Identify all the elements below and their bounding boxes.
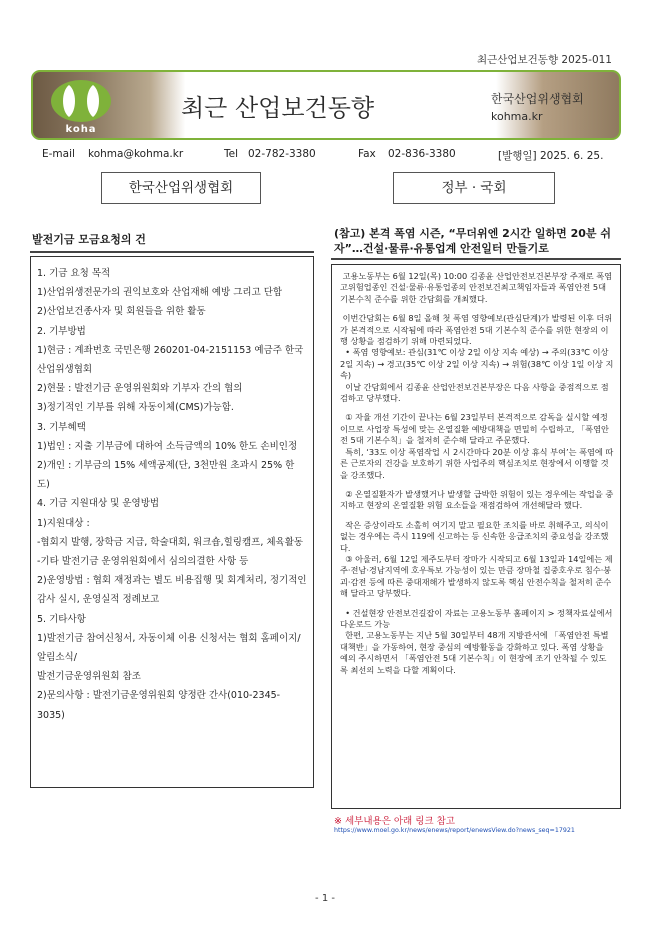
article-paragraph: 작은 증상이라도 소홀히 여기지 말고 필요한 조치를 바로 취해주고, 의식이 없는 경우에는 즉시 119에 신고하는 등 신속한 응급조치의 중요성을 강조했다. ③ 아울러, 6월 12일 제주도부터 장마가 시작되고 6월 13일과 14일에는 제주·전남·경남지역에 호우특보 가능성이 있는 만큼 장마철 집중호우로 침수·붕괴·감전 등에 따른 중대재해가 발생하지 않도록 핵심 안전수칙을 철저히 준수해 달라고 당부했다. xyxy=(340,519,613,599)
reference-link[interactable]: https://www.moel.go.kr/news/enews/report/enewsView.do?news_seq=17921 xyxy=(334,827,575,834)
article-paragraph: ① 자율 개선 기간이 끝나는 6월 23일부터 본격적으로 감독을 실시할 예정이므로 사업장 특성에 맞는 온열질환 예방대책을 면밀히 수립하고, 「폭염안전 5대 기본수칙」을 철저히 준수해 달라고 주문했다. 특히, ‘33도 이상 폭염작업 시 2시간마다 20분 이상 휴식 부여’는 폭염에 따른 근로자의 건강을 보호하기 위한 사업주의 핵심조치로 현장에서 이행할 것을 강조했다. xyxy=(340,412,614,480)
fund-line: 1)발전기금 참여신청서, 자동이체 이용 신청서는 협회 홈페이지/알림소식/ xyxy=(37,632,301,664)
fund-line: 2)현물 : 발전기금 운영위원회와 기부자 간의 협의 xyxy=(37,383,243,395)
section-right-title: 정부 · 국회 xyxy=(393,172,555,204)
article-paragraph: 이번간담회는 6월 8일 올해 첫 폭염 영향예보(관심단계)가 발령된 이후 더위가 본격적으로 시작됨에 따라 폭염안전 5대 기본수칙 준수를 위한 현장의 이행 상황을 점검하기 위해 마련되었다. • 폭염 영향예보: 관심(31℃ 이상 2일 이상 지속 예상) → 주의(33℃ 이상 2일 지속) → 경고(35℃ 이상 2일 이상 지속) → 위험(38℃ 이상 1일 이상 지속) 이날 간담회에서 김종윤 산업안전보건본부장은 다음 사항을 중점적으로 점검하고 당부했다. xyxy=(340,313,614,404)
fund-line: 2)산업보건종사자 및 회원들을 위한 활동 xyxy=(37,306,206,318)
email-link[interactable]: kohma@kohma.kr xyxy=(88,148,184,160)
fund-line: 3. 기부혜택 xyxy=(37,421,86,433)
fund-line: 2. 기부방법 xyxy=(37,325,86,337)
fund-line: 5. 기타사항 xyxy=(37,613,86,625)
fund-line: 발전기금운영위원회 참조 xyxy=(37,671,141,683)
news-article-box xyxy=(331,264,621,809)
fund-line: 2)개인 : 기부금의 15% 세액공제(단, 3천만원 초과시 25% 한도) xyxy=(37,460,295,491)
fund-line: 3)정기적인 기부를 위해 자동이체(CMS)가능함. xyxy=(37,402,234,414)
logo-icon xyxy=(47,79,115,123)
fund-line: 2)문의사항 : 발전기금운영위원회 양정란 간사(010-2345-3035) xyxy=(37,690,281,721)
reference-note: ※ 세부내용은 아래 링크 참고 xyxy=(334,816,455,827)
article-paragraph: • 건설현장 안전보건길잡이 자료는 고용노동부 홈페이지 > 정책자료실에서 다운로드 가능 한편, 고용노동부는 지난 5월 30일부터 48개 지방관서에 「폭염안전 특별대책반」을 가동하여, 현장 중심의 예방활동을 강화하고 있다. 폭염 상황을 예의 주시하면서 「폭염안전 5대 기본수칙」이 현장에 조기 안착될 수 있도록 최선의 노력을 다할 계획이다. xyxy=(340,607,613,675)
right-heading-rule xyxy=(331,258,621,260)
publish-date: [발행일] 2025. 6. 25. xyxy=(498,150,604,162)
org-website[interactable]: kohma.kr xyxy=(491,110,543,123)
issue-number: 최근산업보건동향 2025-011 xyxy=(476,54,612,66)
fund-line: 4. 기금 지원대상 및 운영방법 xyxy=(37,498,160,510)
logo-text: koha xyxy=(65,124,97,135)
fund-line: 1)현금 : 계좌번호 국민은행 260201-04-2151153 예금주 한국산업위생협회 xyxy=(37,344,304,376)
tel-value: 02-782-3380 xyxy=(248,148,316,160)
left-column-heading: 발전기금 모금요청의 건 xyxy=(32,233,146,246)
section-left-title: 한국산업위생협회 xyxy=(101,172,261,204)
article-paragraph: 고용노동부는 6월 12일(목) 10:00 김종윤 산업안전보건본부장 주재로 폭염고위험업종인 건설·물류·유통업종의 안전보건최고책임자들과 폭염안전 5대 기본수칙 준수를 위한 간담회를 개최했다. xyxy=(340,271,613,304)
fund-line: 1)산업위생전문가의 권익보호와 산업재해 예방 그리고 단합 xyxy=(37,287,283,299)
left-heading-rule xyxy=(30,251,314,253)
header-banner xyxy=(31,70,621,140)
fund-request-box xyxy=(30,256,314,788)
fund-line: 1. 기금 요청 목적 xyxy=(37,268,111,279)
fund-line: -협회지 발행, 장학금 지급, 학술대회, 워크숍,힐링캠프, 체육활동 xyxy=(37,536,304,548)
newsletter-title: 최근 산업보건동향 xyxy=(181,94,375,122)
fund-line: 2)운영방법 : 협회 재정과는 별도 비용집행 및 회계처리, 정기적인 감사 실시, 운영실적 정례보고 xyxy=(37,575,310,606)
right-column-heading: (참고) 본격 폭염 시즌, “무더위엔 2시간 일하면 20분 쉬자”…건설·물류·유통업계 안전일터 만들기로 xyxy=(334,227,611,255)
fund-line: 1)법인 : 지출 기부금에 대하여 소득금액의 10% 한도 손비인정 xyxy=(37,440,298,452)
tel-label: Tel xyxy=(224,148,239,160)
fax-value: 02-836-3380 xyxy=(388,148,456,160)
fund-line: 1)지원대상 : xyxy=(37,517,90,529)
email-label: E-mail xyxy=(42,148,75,160)
fax-label: Fax xyxy=(358,148,376,160)
org-block xyxy=(491,90,584,123)
kohma-logo xyxy=(47,79,115,135)
org-name: 한국산업위생협회 xyxy=(491,92,584,106)
article-paragraph: ② 온열질환자가 발생했거나 발생할 급박한 위험이 있는 경우에는 작업을 중지하고 현장의 온열질환 위험 요소들을 재점검하여 개선해달라 했다. xyxy=(340,488,614,511)
page-number: - 1 - xyxy=(315,893,335,904)
fund-line: -기타 발전기금 운영위원회에서 심의의결한 사항 등 xyxy=(37,556,249,568)
